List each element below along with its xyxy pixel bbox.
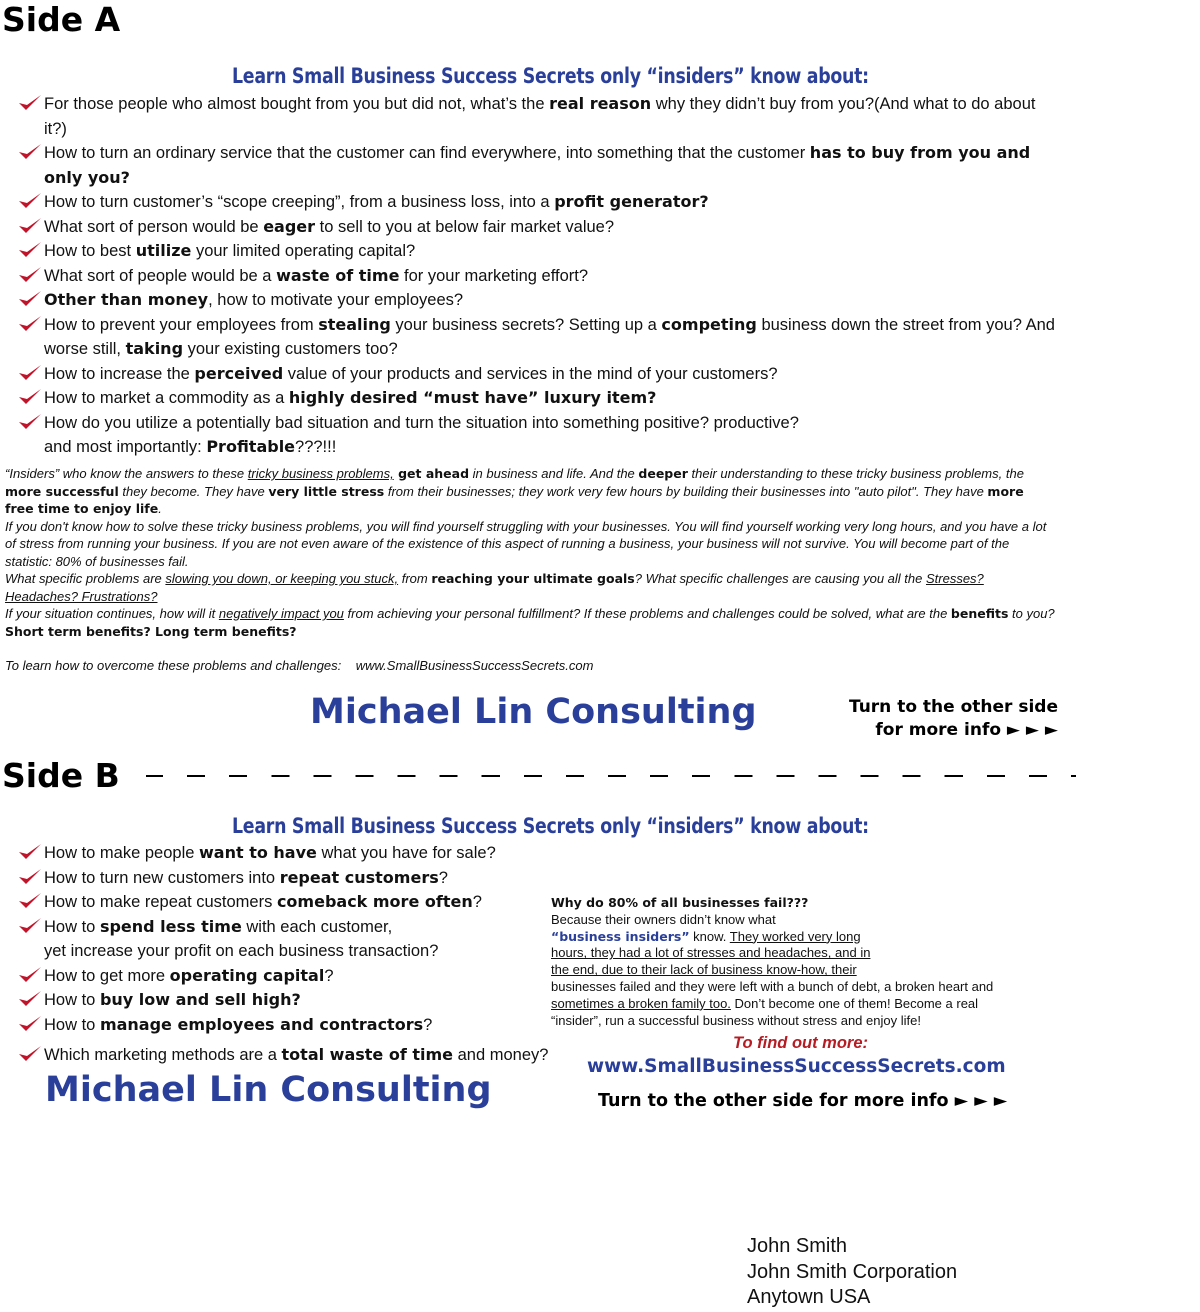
- side-a-checklist: [18, 92, 1058, 460]
- side-a-item-10: How to market a commodity as a highly desired “must have” luxury item?: [18, 386, 1058, 411]
- checkmark-icon: [18, 265, 42, 285]
- side-a-body: [5, 465, 1055, 675]
- side-b-item-1: How to make people want to have what you have for sale?: [18, 841, 598, 866]
- side-a-item-9: How to increase the perceived value of your products and services in the mind of your customers?: [18, 362, 1058, 387]
- checkmark-icon: [18, 891, 42, 911]
- side-a-item-1: For those people who almost bought from you but did not, what’s the real reason why they didn’t buy from you?(And what to do about it?): [18, 92, 1058, 141]
- address-city: Anytown USA: [747, 1286, 871, 1308]
- checkmark-icon: [18, 387, 42, 407]
- cut-line: [146, 775, 1076, 777]
- side-b-title: Side B: [2, 756, 120, 795]
- paragraph-struggling: If you don't know how to solve these tricky business problems, you will find yourself struggling with your businesses. You will find yourself working very long hours, and you have a lot of stress from running your business. If you are not even aware of the existence of this aspect of running a business, your business will not survive. You will become part of the statistic: 80% of businesses fail.: [5, 518, 1047, 569]
- why-fail-line-1: Because their owners didn’t know what: [551, 911, 776, 927]
- side-b-turn-note: Turn to the other side for more info ► ► ►: [598, 1091, 1008, 1111]
- why-fail-title: Why do 80% of all businesses fail???: [551, 895, 809, 910]
- checkmark-icon: [18, 1044, 42, 1064]
- checkmark-icon: [18, 93, 42, 113]
- checkmark-icon: [18, 191, 42, 211]
- side-b-headline: Learn Small Business Success Secrets only “insiders” know about:: [232, 814, 869, 838]
- checkmark-icon: [18, 916, 42, 936]
- learn-more-line: To learn how to overcome these problems and challenges: www.SmallBusinessSuccessSecrets.com: [5, 658, 594, 673]
- address-name: John Smith: [747, 1235, 848, 1257]
- side-a-turn-note: [828, 696, 1058, 742]
- side-a-title: Side A: [2, 0, 121, 39]
- side-b-checklist: [18, 841, 598, 1068]
- why-fail-line-2: “business insiders” know. They worked very long: [551, 928, 861, 944]
- why-fail-line-5: businesses failed and they were left with a bunch of debt, a broken heart and: [551, 978, 994, 994]
- checkmark-icon: [18, 142, 42, 162]
- paragraph-insiders: “Insiders” who know the answers to these tricky business problems, get ahead in business and life. And the deeper their understanding to these tricky business problems, the more successful they become. They have very little stress from their businesses; they work very few hours by building their businesses into "auto pilot". They have more free time to enjoy life.: [5, 466, 1024, 516]
- why-fail-box: [551, 895, 1051, 1029]
- side-a-headline: Learn Small Business Success Secrets only “insiders” know about:: [232, 64, 869, 88]
- find-out-more: To find out more:: [733, 1034, 869, 1052]
- side-b-brand: Michael Lin Consulting: [45, 1070, 492, 1110]
- side-a-item-3: How to turn customer’s “scope creeping”, from a business loss, into a profit generator?: [18, 190, 1058, 215]
- checkmark-icon: [18, 989, 42, 1009]
- side-b-item-8: Which marketing methods are a total waste of time and money?: [18, 1043, 598, 1068]
- why-fail-line-7: “insider”, run a successful business without stress and enjoy life!: [551, 1012, 921, 1028]
- why-fail-line-4: the end, due to their lack of business know-how, their: [551, 962, 857, 978]
- side-b-item-4: How to spend less time with each customer, yet increase your profit on each business transaction?: [18, 915, 598, 964]
- turn-line-1: Turn to the other side: [848, 697, 1058, 717]
- turn-line-2: for more info ► ► ►: [875, 720, 1058, 740]
- checkmark-icon: [18, 965, 42, 985]
- side-a-item-2: How to turn an ordinary service that the customer can find everywhere, into something that the customer has to buy from you and only you?: [18, 141, 1058, 190]
- why-fail-line-3: hours, they had a lot of stresses and headaches, and in: [551, 945, 871, 961]
- side-b-item-5: How to get more operating capital?: [18, 964, 598, 989]
- side-a-item-8: How to prevent your employees from stealing your business secrets? Setting up a competing business down the street from you? And worse still, taking your existing customers too?: [18, 313, 1058, 362]
- side-a-item-7: Other than money, how to motivate your employees?: [18, 288, 1058, 313]
- checkmark-icon: [18, 1014, 42, 1034]
- side-b-item-6: How to buy low and sell high?: [18, 988, 598, 1013]
- side-b-item-2: How to turn new customers into repeat customers?: [18, 866, 598, 891]
- checkmark-icon: [18, 867, 42, 887]
- address-company: John Smith Corporation: [747, 1260, 958, 1283]
- paragraph-benefits: If your situation continues, how will it negatively impact you from achieving your personal fulfillment? If these problems and challenges could be solved, what are the benefits to you? Short term benefits? Long term benefits?: [5, 606, 1055, 639]
- checkmark-icon: [18, 314, 42, 334]
- side-b-item-7: How to manage employees and contractors?: [18, 1013, 598, 1038]
- checkmark-icon: [18, 216, 42, 236]
- checkmark-icon: [18, 289, 42, 309]
- checkmark-icon: [18, 363, 42, 383]
- checkmark-icon: [18, 842, 42, 862]
- side-a-item-5: How to best utilize your limited operating capital?: [18, 239, 1058, 264]
- side-a-item-4: What sort of person would be eager to sell to you at below fair market value?: [18, 215, 1058, 240]
- paragraph-problems: What specific problems are slowing you down, or keeping you stuck, from reaching your ultimate goals? What specific challenges are causing you all the Stresses? Headaches? Frustrations?: [5, 571, 984, 604]
- side-a-item-11: How do you utilize a potentially bad situation and turn the situation into something positive? productive? and most importantly: Profitable???!!!: [18, 411, 1058, 460]
- checkmark-icon: [18, 240, 42, 260]
- side-b-item-3: How to make repeat customers comeback more often?: [18, 890, 598, 915]
- checkmark-icon: [18, 412, 42, 432]
- website-url[interactable]: www.SmallBusinessSuccessSecrets.com: [587, 1056, 1006, 1077]
- side-a-item-6: What sort of people would be a waste of time for your marketing effort?: [18, 264, 1058, 289]
- side-a-brand: Michael Lin Consulting: [310, 692, 757, 732]
- mailing-address: [747, 1234, 957, 1311]
- why-fail-line-6: sometimes a broken family too. Don’t become one of them! Become a real: [551, 995, 979, 1011]
